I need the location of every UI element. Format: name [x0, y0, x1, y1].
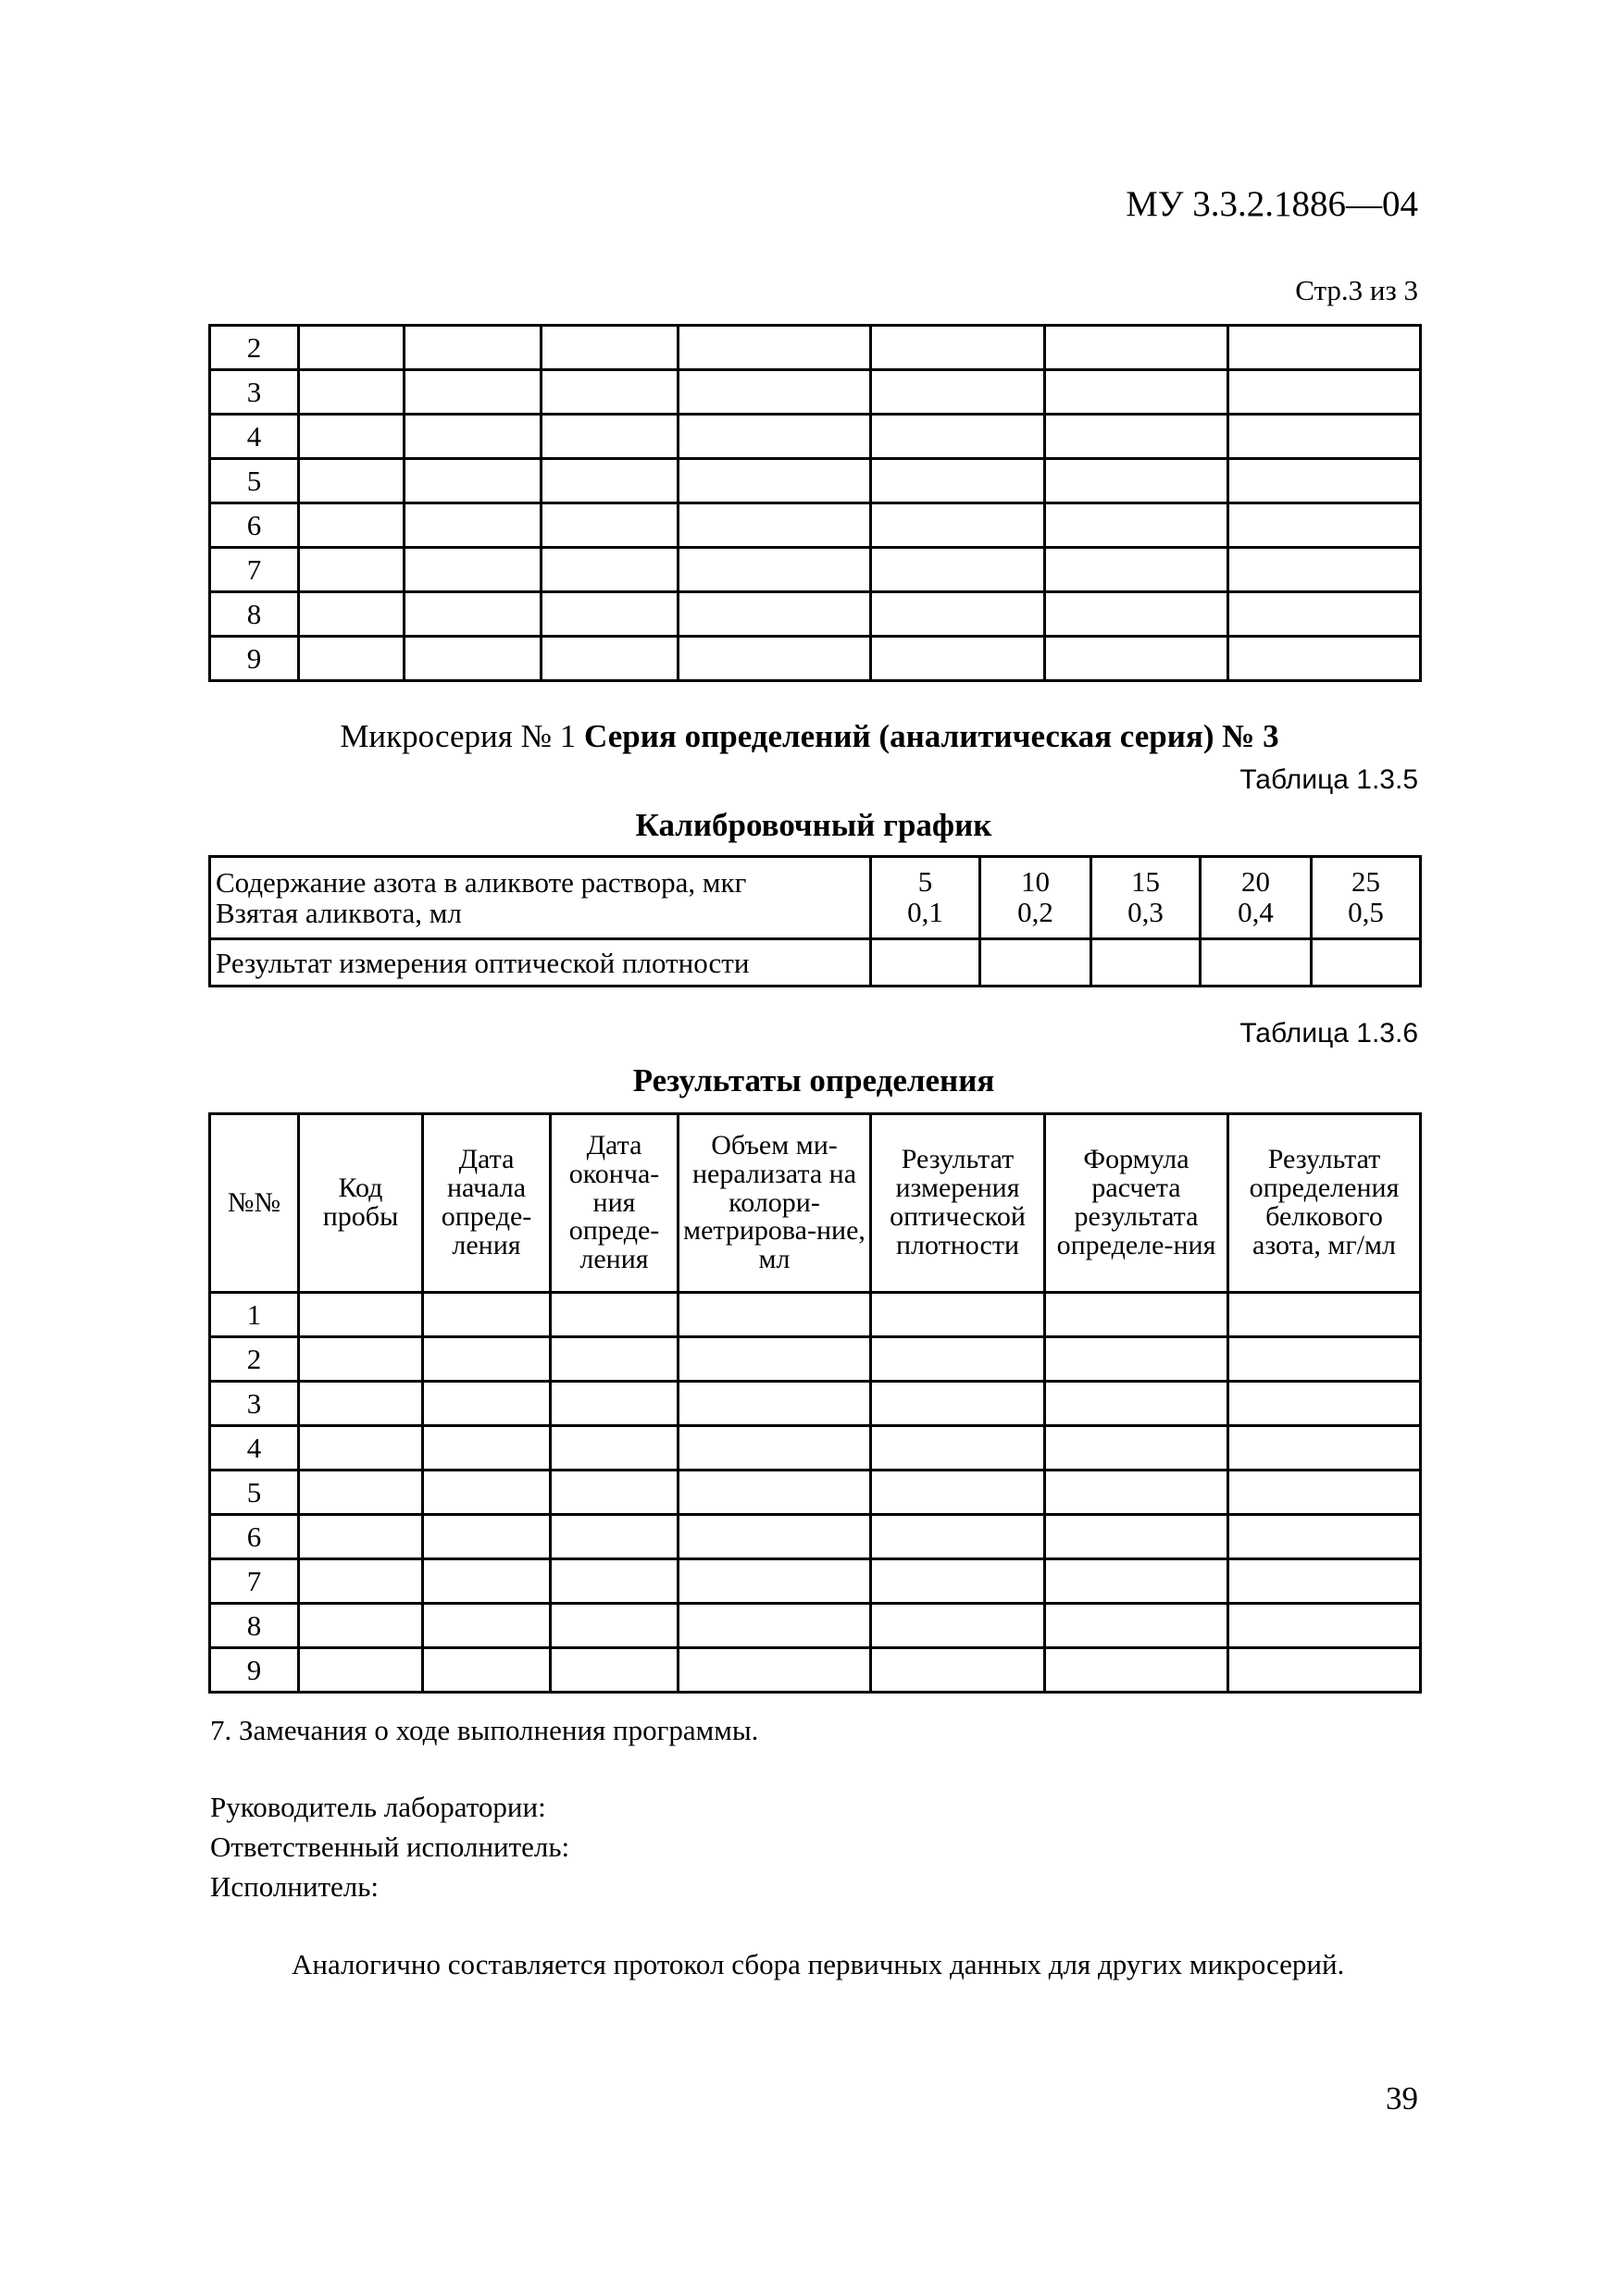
row-number: 2	[210, 326, 299, 370]
empty-cell	[405, 637, 542, 681]
empty-cell	[542, 503, 679, 548]
empty-cell	[405, 326, 542, 370]
table-row	[210, 1515, 1421, 1559]
table-row	[210, 1382, 1421, 1426]
empty-cell	[299, 503, 405, 548]
signature-executor: Исполнитель:	[210, 1870, 380, 1903]
empty-cell	[679, 415, 871, 459]
empty-cell	[1228, 503, 1421, 548]
aliquot-value: 0,5	[1348, 896, 1384, 928]
series-heading	[0, 718, 1619, 755]
row-number: 6	[210, 503, 299, 548]
empty-cell	[299, 1337, 423, 1382]
empty-cell	[1228, 1382, 1421, 1426]
aliquot-value: 0,1	[907, 896, 943, 928]
empty-cell	[551, 1426, 679, 1471]
row-number: 4	[210, 1426, 299, 1471]
empty-cell	[1228, 1648, 1421, 1693]
calibration-table	[208, 855, 1422, 987]
nitrogen-value: 20	[1241, 865, 1270, 899]
table-row	[210, 503, 1421, 548]
empty-cell	[871, 592, 1045, 637]
empty-cell	[1228, 415, 1421, 459]
empty-cell	[423, 1426, 551, 1471]
empty-cell	[1228, 370, 1421, 415]
remarks-line: 7. Замечания о ходе выполнения программы.	[210, 1714, 759, 1746]
table-row	[210, 1337, 1421, 1382]
header-end-date: Дата оконча-ния опреде-ления	[551, 1114, 679, 1293]
nitrogen-value: 25	[1351, 865, 1380, 899]
closing-note: Аналогично составляется протокол сбора первичных данных для других микросерий.	[292, 1948, 1345, 1980]
empty-cell	[299, 370, 405, 415]
empty-cell	[299, 1293, 423, 1337]
empty-cell	[1045, 326, 1228, 370]
empty-cell	[1228, 459, 1421, 503]
row-number: 3	[210, 1382, 299, 1426]
header-sample-code: Код пробы	[299, 1114, 423, 1293]
nitrogen-value: 10	[1021, 865, 1050, 899]
empty-cell	[1228, 1604, 1421, 1648]
row-number: 3	[210, 370, 299, 415]
empty-cell	[423, 1515, 551, 1559]
empty-cell	[1228, 1471, 1421, 1515]
header-start-date: Дата начала опреде-ления	[423, 1114, 551, 1293]
empty-cell	[871, 1293, 1045, 1337]
empty-cell	[423, 1382, 551, 1426]
empty-cell	[1045, 415, 1228, 459]
calibration-point-cell	[1312, 857, 1421, 939]
header-number: №№	[210, 1114, 299, 1293]
empty-cell	[679, 459, 871, 503]
empty-cell	[1045, 1648, 1228, 1693]
empty-cell	[1228, 1337, 1421, 1382]
table-label-1-3-5: Таблица 1.3.5	[1239, 764, 1418, 795]
empty-cell	[1228, 1426, 1421, 1471]
empty-cell	[1045, 503, 1228, 548]
empty-cell	[871, 1426, 1045, 1471]
empty-cell	[299, 1382, 423, 1426]
empty-cell	[299, 592, 405, 637]
signature-responsible: Ответственный исполнитель:	[210, 1831, 570, 1863]
optical-density-cell	[1201, 939, 1312, 987]
row-number: 2	[210, 1337, 299, 1382]
empty-cell	[679, 1604, 871, 1648]
aliquot-label: Взятая аликвота, мл	[216, 897, 462, 929]
table-row	[210, 1604, 1421, 1648]
row-number: 9	[210, 637, 299, 681]
empty-cell	[1045, 1559, 1228, 1604]
empty-cell	[551, 1293, 679, 1337]
header-mineralizate-volume: Объем ми-нерализата на колори-метрирова-ние, мл	[679, 1114, 871, 1293]
document-code: МУ 3.3.2.1886—04	[1126, 184, 1418, 224]
signature-lab-head: Руководитель лаборатории:	[210, 1791, 546, 1823]
empty-cell	[871, 1515, 1045, 1559]
empty-cell	[871, 1604, 1045, 1648]
header-calc-formula: Формула расчета результата определе-ния	[1045, 1114, 1228, 1293]
empty-cell	[405, 503, 542, 548]
empty-cell	[299, 459, 405, 503]
empty-cell	[423, 1293, 551, 1337]
empty-cell	[871, 326, 1045, 370]
table-row	[210, 1559, 1421, 1604]
row-number: 5	[210, 1471, 299, 1515]
row-number: 7	[210, 1559, 299, 1604]
continuation-table	[208, 324, 1422, 682]
calibration-row1-label	[210, 857, 871, 939]
empty-cell	[871, 459, 1045, 503]
table-row	[210, 459, 1421, 503]
empty-cell	[679, 1382, 871, 1426]
empty-cell	[1228, 548, 1421, 592]
row-number: 8	[210, 592, 299, 637]
row-number: 4	[210, 415, 299, 459]
results-table	[208, 1112, 1422, 1694]
empty-cell	[1228, 1559, 1421, 1604]
empty-cell	[1045, 1426, 1228, 1471]
header-protein-nitrogen: Результат определения белкового азота, мг/мл	[1228, 1114, 1421, 1293]
nitrogen-value: 5	[917, 865, 933, 899]
row-number: 8	[210, 1604, 299, 1648]
microseries-label: Микросерия № 1	[340, 718, 585, 754]
empty-cell	[871, 1559, 1045, 1604]
table-row	[210, 326, 1421, 370]
table-row	[210, 1648, 1421, 1693]
empty-cell	[679, 1515, 871, 1559]
empty-cell	[871, 1648, 1045, 1693]
empty-cell	[871, 415, 1045, 459]
empty-cell	[542, 326, 679, 370]
empty-cell	[551, 1337, 679, 1382]
empty-cell	[1228, 1293, 1421, 1337]
calibration-row-values	[210, 857, 1421, 939]
calibration-point-cell	[1091, 857, 1201, 939]
empty-cell	[1228, 637, 1421, 681]
empty-cell	[542, 592, 679, 637]
row-number: 5	[210, 459, 299, 503]
empty-cell	[405, 548, 542, 592]
optical-density-label: Результат измерения оптической плотности	[210, 939, 871, 987]
empty-cell	[679, 1426, 871, 1471]
empty-cell	[405, 459, 542, 503]
header-optical-density: Результат измерения оптической плотности	[871, 1114, 1045, 1293]
empty-cell	[299, 637, 405, 681]
empty-cell	[679, 370, 871, 415]
empty-cell	[1228, 326, 1421, 370]
empty-cell	[679, 326, 871, 370]
table-row	[210, 548, 1421, 592]
empty-cell	[1045, 1515, 1228, 1559]
nitrogen-value: 15	[1131, 865, 1160, 899]
empty-cell	[1045, 637, 1228, 681]
calibration-point-cell	[1201, 857, 1312, 939]
empty-cell	[1045, 592, 1228, 637]
empty-cell	[299, 1471, 423, 1515]
aliquot-value: 0,2	[1017, 896, 1053, 928]
calibration-point-cell	[980, 857, 1091, 939]
table-row	[210, 415, 1421, 459]
optical-density-cell	[1312, 939, 1421, 987]
empty-cell	[423, 1471, 551, 1515]
empty-cell	[299, 1515, 423, 1559]
analytical-series-label: Серия определений (аналитическая серия) № 3	[584, 718, 1279, 754]
calibration-point-cell	[871, 857, 980, 939]
empty-cell	[871, 1337, 1045, 1382]
optical-density-cell	[871, 939, 980, 987]
empty-cell	[299, 415, 405, 459]
row-number: 7	[210, 548, 299, 592]
empty-cell	[1045, 459, 1228, 503]
table-row	[210, 637, 1421, 681]
empty-cell	[299, 548, 405, 592]
empty-cell	[551, 1559, 679, 1604]
empty-cell	[871, 1382, 1045, 1426]
page-reference: Стр.3 из 3	[1295, 274, 1418, 306]
empty-cell	[1228, 1515, 1421, 1559]
page-number: 39	[1386, 2080, 1418, 2116]
calibration-row-optical	[210, 939, 1421, 987]
row-number: 6	[210, 1515, 299, 1559]
table-row	[210, 1426, 1421, 1471]
row-number: 1	[210, 1293, 299, 1337]
empty-cell	[299, 326, 405, 370]
empty-cell	[299, 1426, 423, 1471]
aliquot-value: 0,4	[1238, 896, 1274, 928]
empty-cell	[1045, 370, 1228, 415]
optical-density-cell	[980, 939, 1091, 987]
empty-cell	[679, 503, 871, 548]
empty-cell	[299, 1648, 423, 1693]
table-label-1-3-6: Таблица 1.3.6	[1239, 1018, 1418, 1049]
empty-cell	[405, 592, 542, 637]
aliquot-value: 0,3	[1127, 896, 1164, 928]
empty-cell	[551, 1471, 679, 1515]
empty-cell	[679, 592, 871, 637]
empty-cell	[542, 548, 679, 592]
empty-cell	[679, 548, 871, 592]
empty-cell	[1045, 1604, 1228, 1648]
empty-cell	[871, 503, 1045, 548]
empty-cell	[1045, 1293, 1228, 1337]
results-title: Результаты определения	[632, 1062, 995, 1098]
empty-cell	[551, 1604, 679, 1648]
table-row	[210, 370, 1421, 415]
empty-cell	[1045, 1337, 1228, 1382]
results-header-row	[210, 1114, 1421, 1293]
table-row	[210, 1471, 1421, 1515]
empty-cell	[299, 1559, 423, 1604]
empty-cell	[1045, 1471, 1228, 1515]
empty-cell	[299, 1604, 423, 1648]
empty-cell	[1045, 1382, 1228, 1426]
empty-cell	[405, 370, 542, 415]
empty-cell	[871, 548, 1045, 592]
empty-cell	[423, 1559, 551, 1604]
empty-cell	[423, 1648, 551, 1693]
empty-cell	[1228, 592, 1421, 637]
empty-cell	[405, 415, 542, 459]
empty-cell	[871, 370, 1045, 415]
empty-cell	[679, 1293, 871, 1337]
empty-cell	[542, 415, 679, 459]
empty-cell	[871, 637, 1045, 681]
empty-cell	[679, 1559, 871, 1604]
row-number: 9	[210, 1648, 299, 1693]
table-row	[210, 592, 1421, 637]
empty-cell	[551, 1648, 679, 1693]
empty-cell	[1045, 548, 1228, 592]
optical-density-cell	[1091, 939, 1201, 987]
empty-cell	[551, 1515, 679, 1559]
empty-cell	[679, 1337, 871, 1382]
nitrogen-content-label: Содержание азота в аликвоте раствора, мкг	[216, 866, 747, 900]
empty-cell	[542, 370, 679, 415]
empty-cell	[542, 459, 679, 503]
empty-cell	[679, 1648, 871, 1693]
empty-cell	[871, 1471, 1045, 1515]
calibration-title: Калибровочный график	[635, 807, 992, 843]
empty-cell	[679, 637, 871, 681]
empty-cell	[542, 637, 679, 681]
empty-cell	[423, 1337, 551, 1382]
empty-cell	[679, 1471, 871, 1515]
empty-cell	[423, 1604, 551, 1648]
table-row	[210, 1293, 1421, 1337]
empty-cell	[551, 1382, 679, 1426]
